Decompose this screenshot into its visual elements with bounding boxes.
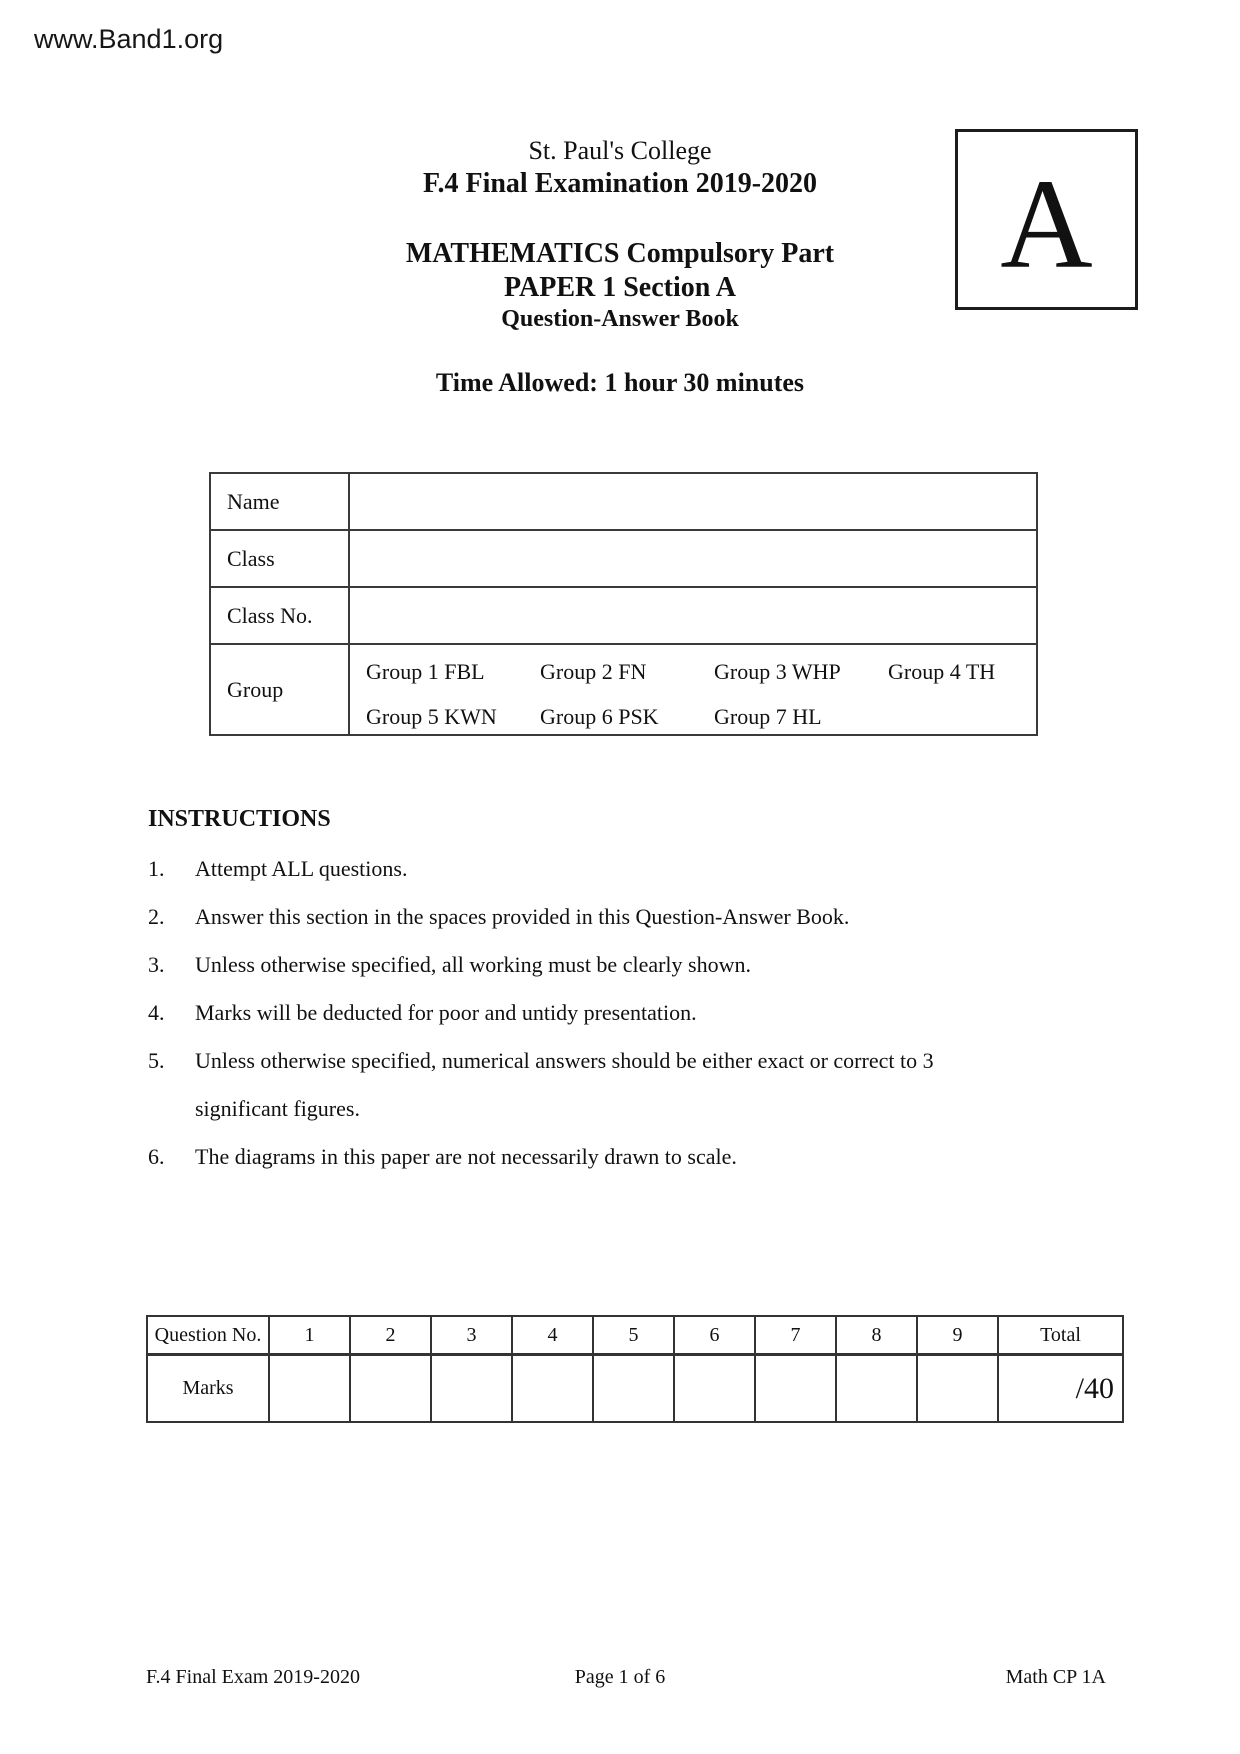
info-label-name: Name — [210, 473, 349, 530]
group-option: Group 1 FBL — [366, 658, 485, 684]
instruction-text: The diagrams in this paper are not necessarily drawn to scale. — [195, 1144, 737, 1169]
class-no-fill-in-cell — [349, 587, 1037, 644]
marks-header-row — [147, 1316, 1123, 1355]
instructions-heading: INSTRUCTIONS — [148, 806, 331, 832]
exam-title: F.4 Final Examination 2019-2020 — [422, 168, 818, 199]
group-option: Group 7 HL — [714, 703, 822, 729]
marks-header-cell: 5 — [593, 1316, 674, 1355]
group-option: Group 6 PSK — [540, 703, 659, 729]
instruction-text: Attempt ALL questions. — [195, 856, 408, 881]
marks-header-cell: 7 — [755, 1316, 836, 1355]
total-marks-value: /40 — [1075, 1371, 1114, 1405]
instruction-text: Unless otherwise specified, all working must be clearly shown. — [195, 952, 751, 977]
group-option: Group 5 KWN — [366, 703, 497, 729]
marks-cell — [836, 1355, 917, 1423]
marks-value-row — [147, 1355, 1123, 1423]
instruction-number: 6. — [148, 1144, 165, 1169]
marks-cell — [674, 1355, 755, 1423]
footer-paper-code: Math CP 1A — [1005, 1666, 1106, 1688]
group-option: Group 3 WHP — [714, 658, 841, 684]
group-options-line2 — [366, 704, 1036, 730]
footer-page-number: Page 1 of 6 — [574, 1666, 666, 1688]
instruction-item — [148, 952, 968, 978]
total-marks-cell — [998, 1355, 1123, 1423]
group-option: Group 2 FN — [540, 658, 647, 684]
instruction-item — [148, 856, 968, 882]
watermark-url: www.Band1.org — [34, 24, 224, 54]
instruction-number: 3. — [148, 952, 165, 977]
info-label-group: Group — [210, 644, 349, 735]
marks-cell — [431, 1355, 512, 1423]
group-options-line1 — [366, 659, 1036, 685]
subject-title: MATHEMATICS Compulsory Part — [405, 238, 835, 269]
info-row-class-no — [210, 587, 1037, 644]
name-fill-in-cell — [349, 473, 1037, 530]
paper-version-box — [955, 129, 1138, 310]
footer-exam-name: F.4 Final Exam 2019-2020 — [146, 1666, 360, 1688]
instruction-number: 1. — [148, 856, 165, 881]
book-subtitle: Question-Answer Book — [501, 306, 739, 332]
marks-cell — [755, 1355, 836, 1423]
marks-header-cell: 1 — [269, 1316, 350, 1355]
paper-title: PAPER 1 Section A — [503, 272, 737, 303]
marks-header-question-no: Question No. — [147, 1316, 269, 1355]
instructions-list — [148, 856, 968, 1192]
instruction-text-line2: significant figures. — [195, 1096, 360, 1121]
info-row-name — [210, 473, 1037, 530]
instruction-text — [195, 1048, 934, 1122]
marks-header-cell: 8 — [836, 1316, 917, 1355]
instruction-text: Answer this section in the spaces provided in this Question-Answer Book. — [195, 904, 850, 929]
instruction-number: 2. — [148, 904, 165, 929]
marks-cell — [350, 1355, 431, 1423]
instruction-item — [148, 904, 968, 930]
marks-cell — [917, 1355, 998, 1423]
instruction-item — [148, 1000, 968, 1026]
marks-cell — [593, 1355, 674, 1423]
marks-cell — [269, 1355, 350, 1423]
marks-header-cell: 3 — [431, 1316, 512, 1355]
group-options — [350, 650, 1036, 730]
marks-header-cell: 2 — [350, 1316, 431, 1355]
marks-header-total: Total — [998, 1316, 1123, 1355]
marks-header-cell: 9 — [917, 1316, 998, 1355]
info-label-class-no: Class No. — [210, 587, 349, 644]
marks-header-cell: 4 — [512, 1316, 593, 1355]
marks-cell — [512, 1355, 593, 1423]
student-info-table — [209, 472, 1038, 736]
info-row-group — [210, 644, 1037, 735]
instruction-number: 4. — [148, 1000, 165, 1025]
group-options-cell — [349, 644, 1037, 735]
marks-row-label: Marks — [147, 1355, 269, 1423]
instruction-number: 5. — [148, 1048, 165, 1073]
instruction-text: Marks will be deducted for poor and untidy presentation. — [195, 1000, 697, 1025]
time-allowed: Time Allowed: 1 hour 30 minutes — [435, 368, 805, 397]
class-fill-in-cell — [349, 530, 1037, 587]
info-label-class: Class — [210, 530, 349, 587]
paper-version-letter: A — [1000, 152, 1093, 295]
info-row-class — [210, 530, 1037, 587]
school-name: St. Paul's College — [528, 136, 712, 165]
instruction-item — [148, 1144, 968, 1170]
marks-table — [146, 1315, 1124, 1423]
instruction-item — [148, 1048, 968, 1122]
group-option: Group 4 TH — [888, 658, 996, 684]
marks-header-cell: 6 — [674, 1316, 755, 1355]
instruction-text-line1: Unless otherwise specified, numerical answers should be either exact or correct to 3 — [195, 1048, 934, 1073]
